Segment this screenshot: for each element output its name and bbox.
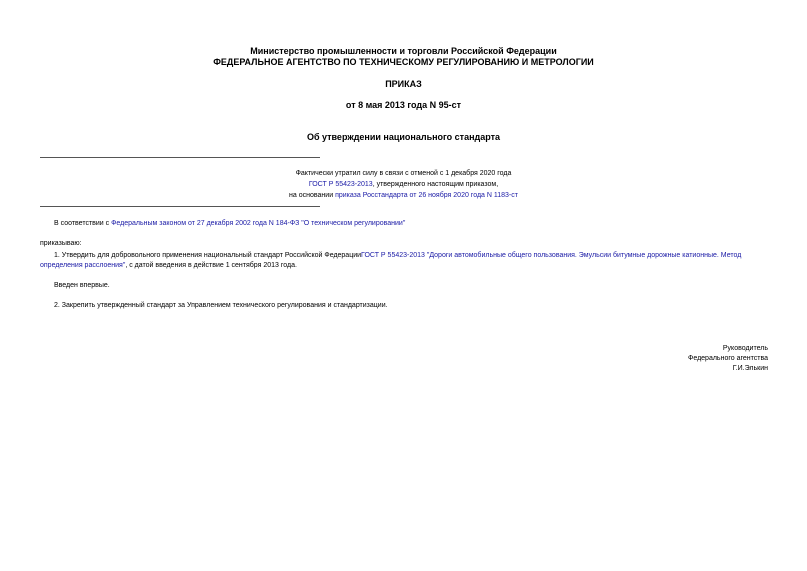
status-note-line3-text: на основании bbox=[289, 192, 336, 199]
rosstandart-order-link[interactable]: приказа Росстандарта от 26 ноября 2020 года N 1183-ст bbox=[335, 192, 518, 199]
order-item-1 bbox=[40, 251, 770, 271]
ministry-name: Министерство промышленности и торговли Российской Федерации bbox=[250, 46, 557, 56]
status-note-line2 bbox=[0, 181, 807, 188]
preamble-text: В соответствии с bbox=[54, 220, 112, 227]
agency-name: ФЕДЕРАЛЬНОЕ АГЕНТСТВО ПО ТЕХНИЧЕСКОМУ РЕГУЛИРОВАНИЮ И МЕТРОЛОГИИ bbox=[213, 57, 594, 67]
signer-title-2: Федерального агентства bbox=[688, 355, 768, 362]
federal-law-link[interactable]: Федеральным законом от 27 декабря 2002 года N 184-ФЗ "О техническом регулировании" bbox=[111, 220, 406, 227]
document-subject: Об утверждении национального стандарта bbox=[306, 132, 501, 142]
status-note-line3 bbox=[0, 192, 807, 199]
gost-standard-link[interactable]: ГОСТ Р 55423-2013 bbox=[308, 181, 373, 188]
divider-bottom bbox=[40, 206, 320, 207]
preamble bbox=[54, 220, 405, 227]
gost-title-link[interactable]: ГОСТ Р 55423-2013 "Дороги автомобильные общего пользования. Эмульсии битумные дорожные катионные. Метод определения расслоения" bbox=[40, 252, 742, 269]
status-note-line2-text: , утвержденного настоящим приказом, bbox=[372, 181, 499, 188]
order-item-2: 2. Закрепить утвержденный стандарт за Управлением технического регулирования и стандартизации. bbox=[54, 302, 388, 309]
status-note-line1: Фактически утратил силу в связи с отменой с 1 декабря 2020 года bbox=[295, 170, 512, 177]
introduced-note: Введен впервые. bbox=[54, 282, 110, 289]
divider-top bbox=[40, 157, 320, 158]
order-word: приказываю: bbox=[40, 240, 82, 247]
signer-title-1: Руководитель bbox=[722, 345, 768, 352]
document-type: ПРИКАЗ bbox=[385, 79, 422, 89]
document-date: от 8 мая 2013 года N 95-ст bbox=[345, 100, 462, 110]
order-item-1-tail: , с датой введения в действие 1 сентября 2013 года. bbox=[125, 262, 297, 269]
signer-name: Г.И.Элькин bbox=[732, 365, 768, 372]
order-item-1-text: 1. Утвердить для добровольного применения национальный стандарт Российской Федерации bbox=[54, 252, 362, 259]
